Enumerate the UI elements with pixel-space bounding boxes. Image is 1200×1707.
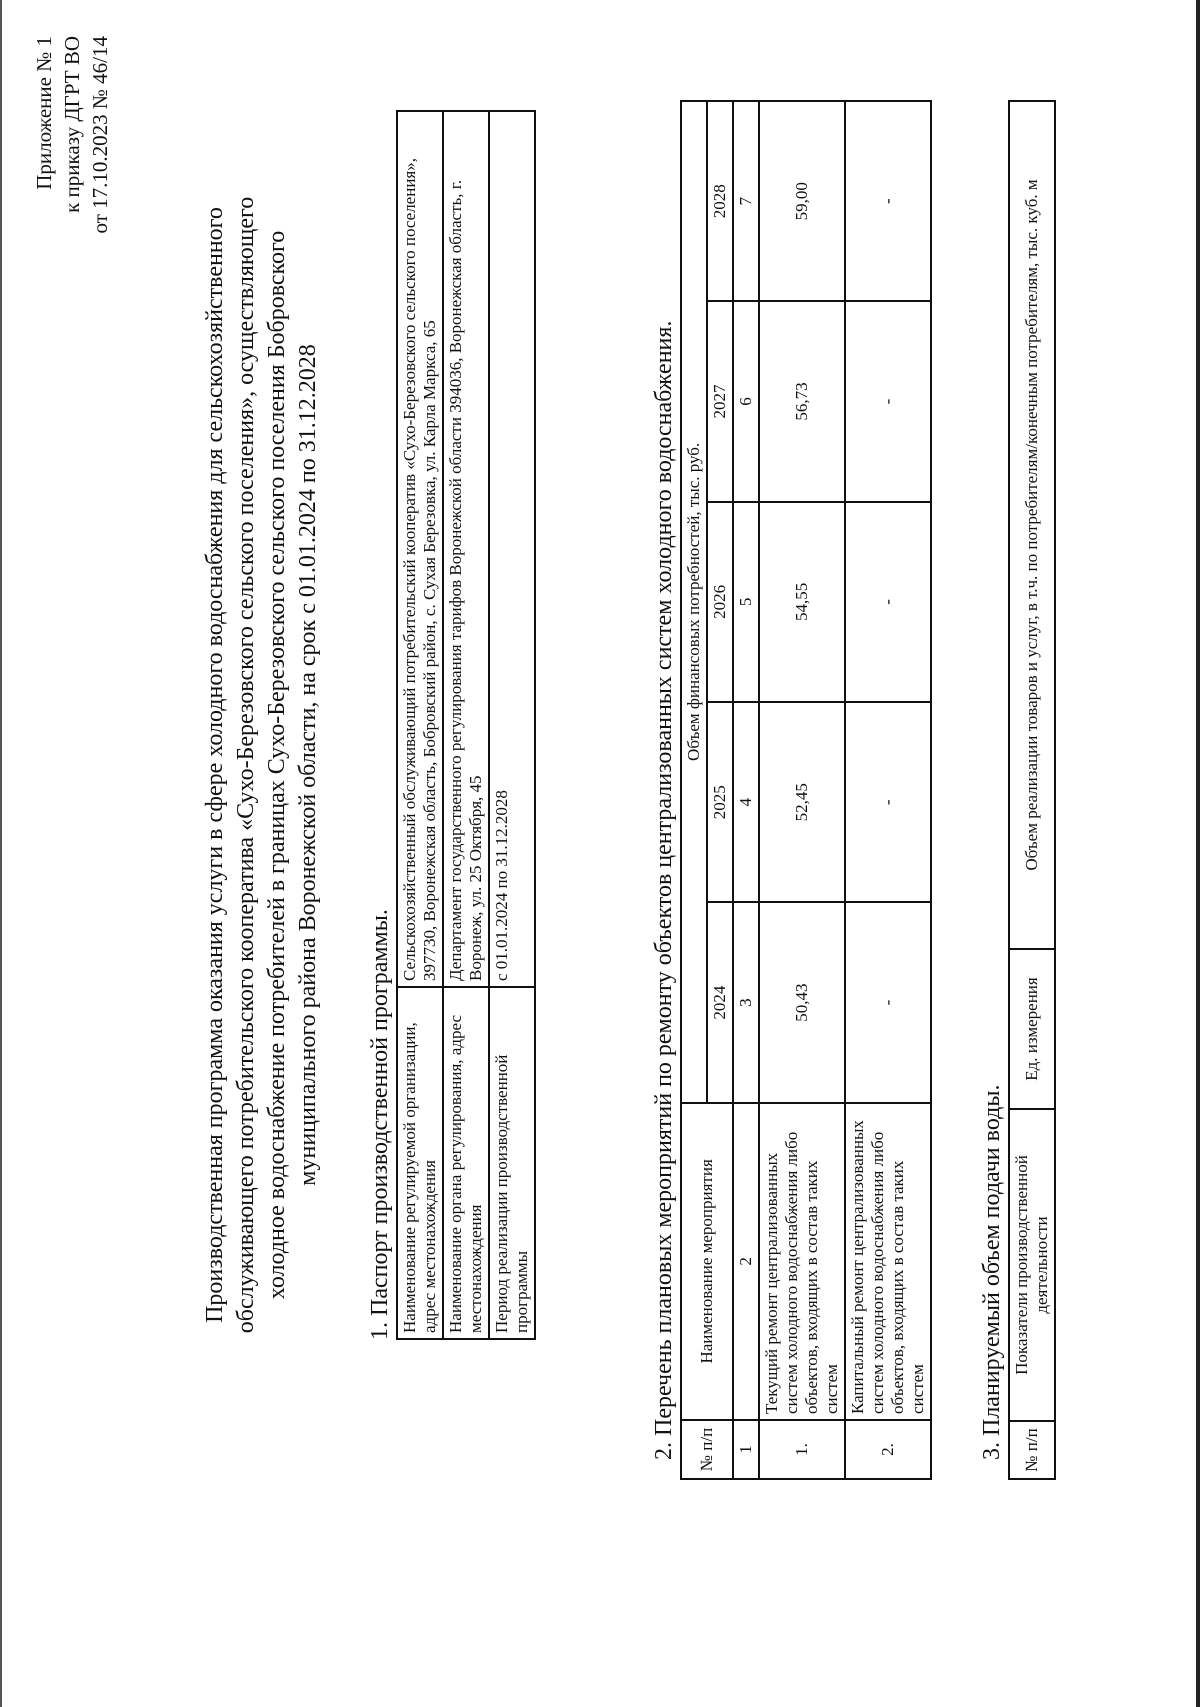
- passport-label-period: Период реализации производственной программы: [489, 987, 535, 1339]
- table-row: [443, 111, 489, 1339]
- appendix-line-3: от 17.10.2023 № 46/14: [88, 36, 112, 234]
- col-header-indicators: Показатели производственной деятельности: [1009, 1109, 1055, 1421]
- financial-value: 50,43: [759, 902, 845, 1102]
- column-number: 2: [733, 1103, 759, 1420]
- passport-label-regulator: Наименование органа регулирования, адрес местонахождения: [443, 987, 489, 1339]
- col-header-unit: Ед. измерения: [1009, 949, 1055, 1109]
- table-row: [759, 101, 845, 1479]
- title-line-3: холодное водоснабжение потребителей в границах Сухо-Березовского сельского поселения Бобровского: [264, 230, 290, 1300]
- financial-value: -: [845, 301, 931, 501]
- repair-measures-table: [680, 100, 932, 1480]
- table-row: [397, 111, 443, 1339]
- col-header-financial-volume: Объем финансовых потребностей, тыс. руб.: [681, 101, 707, 1103]
- section1-heading: 1. Паспорт производственной программы.: [367, 909, 393, 1340]
- appendix-line-2: к приказу ДГРТ ВО: [60, 36, 84, 213]
- title-line-2: обслуживающего потребительского кооператива «Сухо-Березовского сельского поселения», осуществляющего: [233, 196, 259, 1334]
- title-line-4: муниципального района Воронежской области, на срок с 01.01.2024 по 31.12.2028: [295, 344, 321, 1186]
- table-header-row: [1009, 101, 1055, 1479]
- col-header-num: № п/п: [681, 1420, 733, 1479]
- section2-heading: 2. Перечень плановых мероприятий по ремонту объектов централизованных систем холодного водоснабжения.: [651, 320, 677, 1460]
- table-header-row: [681, 101, 707, 1479]
- col-header-year: 2027: [707, 301, 733, 501]
- financial-value: 52,45: [759, 702, 845, 902]
- financial-value: -: [845, 502, 931, 702]
- passport-table: [396, 110, 536, 1340]
- financial-value: 59,00: [759, 101, 845, 301]
- table-row: [845, 101, 931, 1479]
- column-number-row: [733, 101, 759, 1479]
- passport-value-period: с 01.01.2024 по 31.12.2028: [489, 111, 535, 987]
- water-supply-volume-table: [1008, 100, 1056, 1480]
- column-number: 7: [733, 101, 759, 301]
- title-line-1: Производственная программа оказания услуги в сфере холодного водоснабжения для сельскохозяйственного: [202, 207, 228, 1323]
- document-title: [200, 50, 324, 1480]
- column-number: 1: [733, 1420, 759, 1479]
- financial-value: 56,73: [759, 301, 845, 501]
- rotated-document: [32, 30, 1200, 1500]
- passport-value-organization: Сельскохозяйственный обслуживающий потребительский кооператив «Сухо-Березовского сельского поселения», 397730, Воронежская область, Бобровский район, с. Сухая Березовка, ул. Карла Маркса, 65: [397, 111, 443, 987]
- col-header-year: 2026: [707, 502, 733, 702]
- appendix-reference: [30, 36, 114, 234]
- col-header-sales-volume: Объем реализации товаров и услуг, в т.ч. по потребителям/конечным потребителям, тыс. куб. м: [1009, 101, 1055, 949]
- financial-value: -: [845, 902, 931, 1102]
- col-header-num: № п/п: [1009, 1421, 1055, 1479]
- row-number: 2.: [845, 1420, 931, 1479]
- measure-name: Текущий ремонт централизованных систем холодного водоснабжения либо объектов, входящих в состав таких систем: [759, 1103, 845, 1420]
- table-row: [489, 111, 535, 1339]
- column-number: 3: [733, 902, 759, 1102]
- financial-value: -: [845, 101, 931, 301]
- col-header-year: 2025: [707, 702, 733, 902]
- column-number: 4: [733, 702, 759, 902]
- section3-heading: 3. Планируемый объем подачи воды.: [979, 1084, 1005, 1460]
- financial-value: -: [845, 702, 931, 902]
- passport-label-organization: Наименование регулируемой организации, адрес местонахождения: [397, 987, 443, 1339]
- col-header-year: 2028: [707, 101, 733, 301]
- column-number: 6: [733, 301, 759, 501]
- passport-value-regulator: Департамент государственного регулирования тарифов Воронежской области 394036, Воронежская область, г. Воронеж, ул. 25 Октября, 45: [443, 111, 489, 987]
- financial-value: 54,55: [759, 502, 845, 702]
- measure-name: Капитальный ремонт централизованных систем холодного водоснабжения либо объектов, входящих в состав таких систем: [845, 1103, 931, 1420]
- col-header-year: 2024: [707, 902, 733, 1102]
- row-number: 1.: [759, 1420, 845, 1479]
- column-number: 5: [733, 502, 759, 702]
- col-header-measure-name: Наименование мероприятия: [681, 1103, 733, 1420]
- appendix-line-1: Приложение № 1: [32, 36, 56, 190]
- scan-edge-left: [0, 0, 2, 1707]
